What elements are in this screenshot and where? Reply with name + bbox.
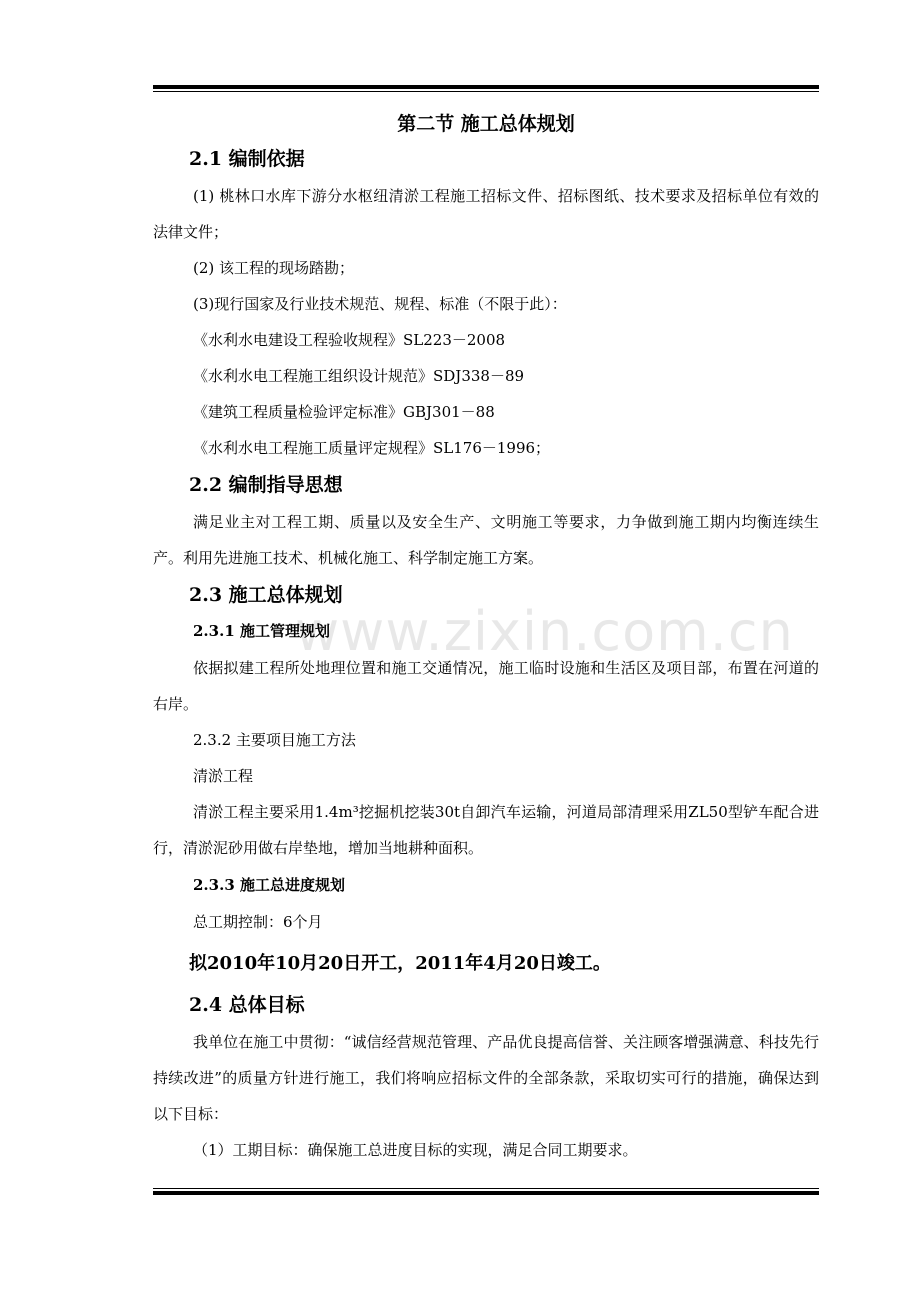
- paragraph: (3)现行国家及行业技术规范、规程、标准（不限于此）：: [193, 295, 567, 313]
- standard-item: 《水利水电建设工程验收规程》SL223－2008: [193, 331, 506, 349]
- paragraph: (1) 桃林口水库下游分水枢纽清淤工程施工招标文件、招标图纸、技术要求及招标单位有效的法律文件；: [153, 187, 819, 241]
- schedule-statement: 拟2010年10月20日开工，2011年4月20日竣工。: [189, 953, 611, 974]
- watermark: www.zixin.com.cn: [295, 600, 794, 663]
- standard-item: 《水利水电工程施工组织设计规范》SDJ338－89: [193, 367, 525, 385]
- paragraph: （1）工期目标：确保施工总进度目标的实现，满足合同工期要求。: [193, 1141, 638, 1159]
- paragraph: 我单位在施工中贯彻：“诚信经营规范管理、产品优良提高信誉、关注顾客增强满意、科技先行持续改进”的质量方针进行施工，我们将响应招标文件的全部条款，采取切实可行的措施，确保达到以下目标：: [153, 1033, 819, 1123]
- paragraph: 总工期控制：6个月: [193, 913, 323, 931]
- page-title: 第二节 施工总体规划: [397, 113, 575, 135]
- section-2-3-heading: 2.3 施工总体规划: [189, 584, 343, 606]
- section-2-1-heading: 2.1 编制依据: [189, 148, 305, 170]
- section-2-3-1-heading: 2.3.1 施工管理规划: [193, 622, 330, 640]
- subheading: 清淤工程: [193, 767, 254, 785]
- paragraph: 清淤工程主要采用1.4m³挖掘机挖装30t自卸汽车运输，河道局部清理采用ZL50型铲车配合进行，清淤泥砂用做右岸垫地，增加当地耕种面积。: [153, 803, 819, 857]
- header-rule: [153, 85, 819, 92]
- document-body: [153, 108, 819, 1168]
- standard-item: 《建筑工程质量检验评定标准》GBJ301－88: [193, 403, 495, 421]
- footer-rule: [153, 1188, 819, 1195]
- section-2-2-heading: 2.2 编制指导思想: [189, 474, 343, 496]
- paragraph: 满足业主对工程工期、质量以及安全生产、文明施工等要求，力争做到施工期内均衡连续生产。利用先进施工技术、机械化施工、科学制定施工方案。: [153, 513, 819, 567]
- section-2-4-heading: 2.4 总体目标: [189, 994, 305, 1016]
- paragraph: 依据拟建工程所处地理位置和施工交通情况，施工临时设施和生活区及项目部，布置在河道的右岸。: [153, 659, 819, 713]
- paragraph: (2) 该工程的现场踏勘；: [193, 259, 355, 277]
- section-2-3-2-heading: 2.3.2 主要项目施工方法: [193, 731, 356, 749]
- standard-item: 《水利水电工程施工质量评定规程》SL176－1996；: [193, 439, 551, 457]
- section-2-3-3-heading: 2.3.3 施工总进度规划: [193, 876, 345, 894]
